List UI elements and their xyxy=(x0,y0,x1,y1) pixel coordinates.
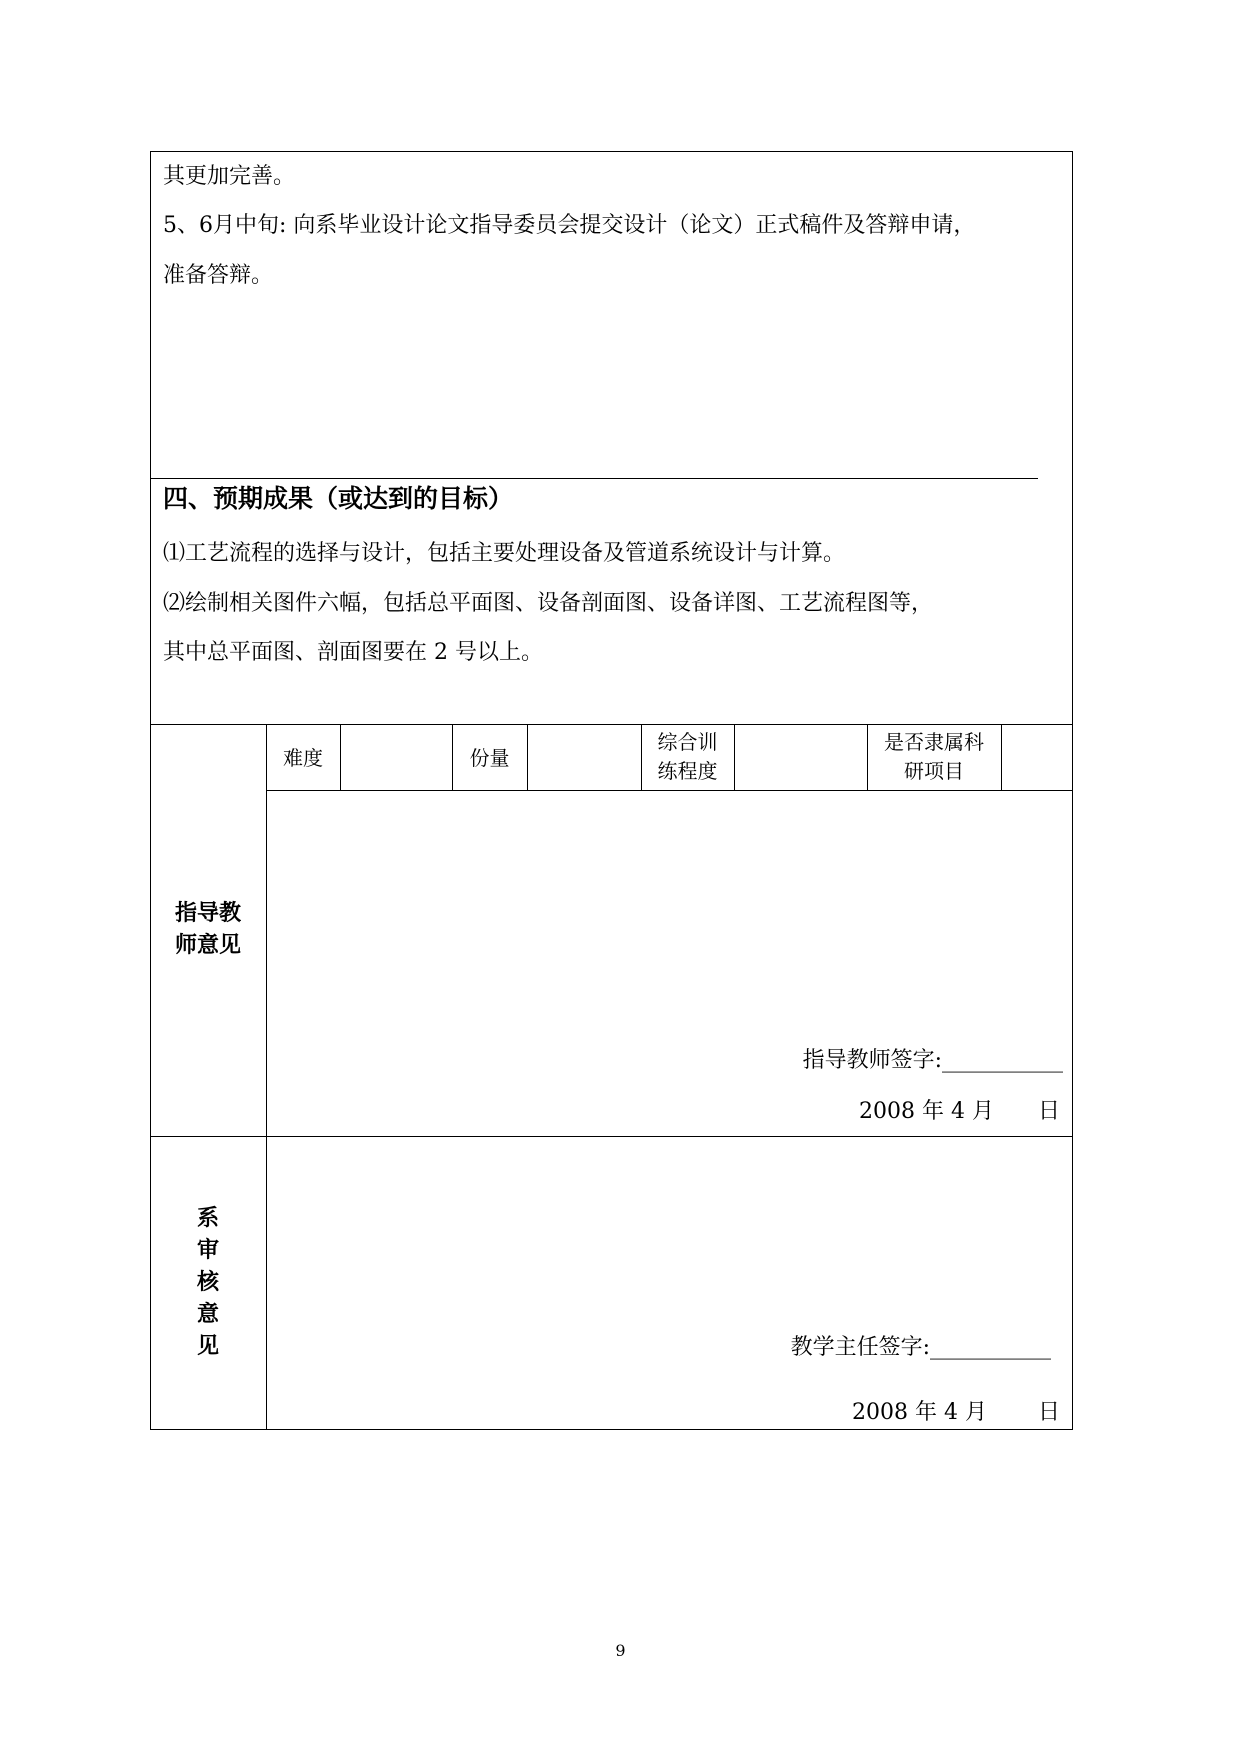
section4-item2: ⑵绘制相关图件六幅，包括总平面图、设备剖面图、设备详图、工艺流程图等， xyxy=(163,591,934,616)
section-divider xyxy=(150,478,1038,479)
page-number: 9 xyxy=(615,1641,626,1660)
section4-heading: 四、预期成果（或达到的目标） xyxy=(163,484,514,513)
header-row-bottom xyxy=(266,790,1073,791)
section3-line1: 其更加完善。 xyxy=(163,164,296,189)
workload-label: 份量 xyxy=(469,746,510,770)
department-date: 2008 年 4 月 日 xyxy=(852,1400,1060,1425)
department-signature: 教学主任签字:___________ xyxy=(790,1335,1051,1360)
header-col-sep-7 xyxy=(1001,724,1002,790)
section4-item3: 其中总平面图、剖面图要在 2 号以上。 xyxy=(163,640,543,665)
advisor-section-top xyxy=(150,724,1073,725)
header-col-sep-3 xyxy=(527,724,528,790)
department-section-top xyxy=(150,1136,1073,1137)
header-col-sep-5 xyxy=(734,724,735,790)
section3-line2: 5、6月中旬: 向系毕业设计论文指导委员会提交设计（论文）正式稿件及答辩申请， xyxy=(163,213,976,238)
header-col-sep-1 xyxy=(340,724,341,790)
label-column-divider xyxy=(266,724,267,1430)
difficulty-label: 难度 xyxy=(283,746,323,770)
advisor-opinion-label: 指导教 师意见 xyxy=(174,900,241,958)
advisor-date: 2008 年 4 月 日 xyxy=(859,1099,1060,1124)
research-project-label: 是否隶属科 研项目 xyxy=(884,730,984,783)
section4-item1: ⑴工艺流程的选择与设计，包括主要处理设备及管道系统设计与计算。 xyxy=(163,541,846,566)
section3-line3: 准备答辩。 xyxy=(163,263,274,288)
training-level-label: 综合训 练程度 xyxy=(657,730,718,783)
advisor-signature: 指导教师签字:___________ xyxy=(802,1048,1063,1073)
department-review-label: 系 审 核 意 见 xyxy=(196,1205,219,1359)
